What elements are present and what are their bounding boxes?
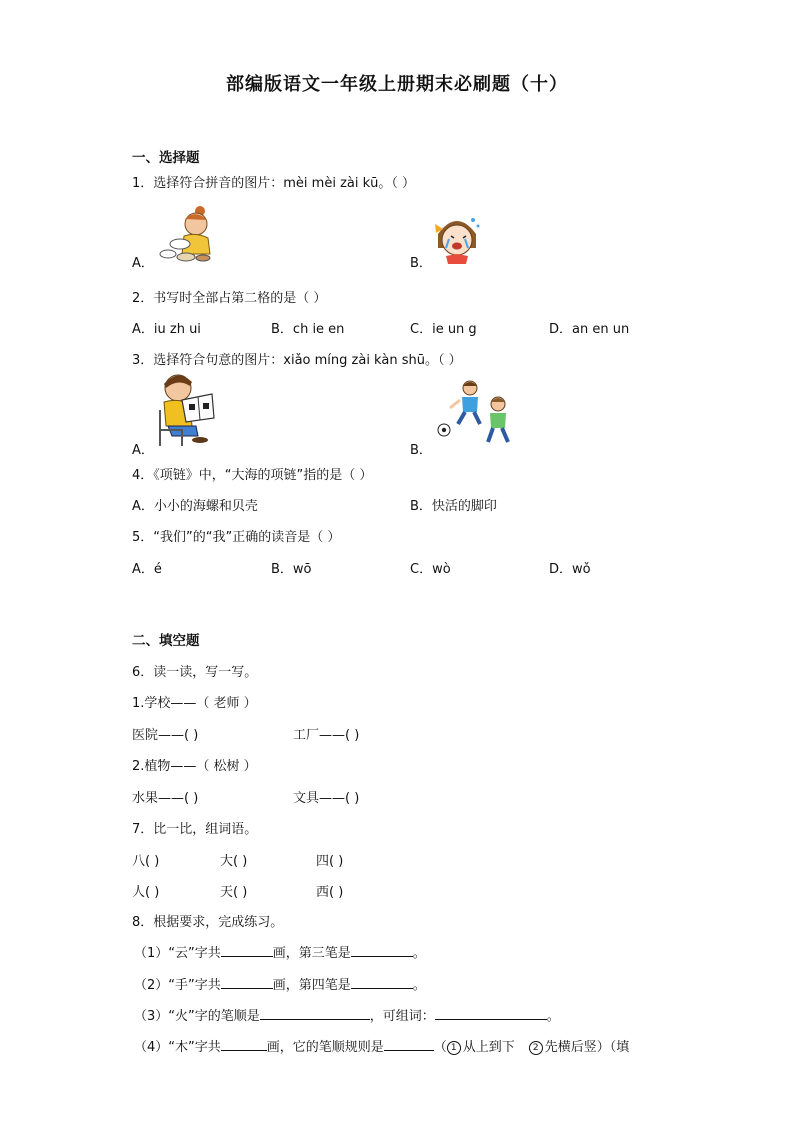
question-8-stem: 8．根据要求，完成练习。 (132, 915, 284, 930)
q2-option-c[interactable]: C．ie un g (410, 322, 477, 337)
q8-part-1: （1）“云”字共 画，第三笔是 。 (134, 946, 426, 961)
q2-option-d[interactable]: D．an en un (549, 322, 630, 337)
question-7-stem: 7．比一比，组词语。 (132, 822, 258, 837)
q4-option-b[interactable]: B．快活的脚印 (410, 499, 497, 514)
q8-4-rule-blank[interactable] (384, 1038, 434, 1051)
q8-1-third-stroke-blank[interactable] (351, 944, 413, 957)
question-4-stem: 4．《项链》中，“大海的项链”指的是（ ） (132, 468, 373, 483)
q8-2-fourth-stroke-blank[interactable] (351, 976, 413, 989)
q7-blank-da[interactable]: 大( ) (220, 854, 248, 869)
q5-option-a[interactable]: A．é (132, 562, 162, 577)
section-heading-choice: 一、选择题 (132, 150, 200, 166)
q7-blank-ba[interactable]: 八( ) (132, 854, 160, 869)
q6-example-2: 2.植物——（ 松树 ） (132, 759, 257, 774)
girl-crying-image[interactable] (432, 212, 482, 266)
q3-option-a-label[interactable]: A． (132, 443, 154, 458)
q7-blank-tian[interactable]: 天( ) (220, 885, 248, 900)
q7-blank-xi[interactable]: 西( ) (316, 885, 344, 900)
q8-part-2: （2）“手”字共 画，第四笔是 。 (134, 978, 426, 993)
q6-blank-stationery[interactable]: 文具——( ) (293, 791, 360, 806)
q4-option-a[interactable]: A．小小的海螺和贝壳 (132, 499, 258, 514)
q1-option-a-label[interactable]: A． (132, 256, 154, 271)
q8-2-stroke-count-blank[interactable] (221, 976, 273, 989)
q2-option-b[interactable]: B．ch ie en (271, 322, 345, 337)
circled-number-1: 1 (447, 1041, 461, 1055)
q5-option-d[interactable]: D．wǒ (549, 562, 591, 577)
q8-3-stroke-order-blank[interactable] (260, 1007, 370, 1020)
q7-blank-ren[interactable]: 人( ) (132, 885, 160, 900)
boys-playing-football-image[interactable] (436, 378, 518, 448)
section-heading-fill-blank: 二、填空题 (132, 633, 200, 649)
q2-option-a[interactable]: A．iu zh ui (132, 322, 201, 337)
question-2-stem: 2．书写时全部占第二格的是（ ） (132, 291, 327, 306)
boy-reading-book-image[interactable] (152, 370, 220, 448)
q8-3-word-blank[interactable] (435, 1007, 547, 1020)
q8-1-stroke-count-blank[interactable] (221, 944, 273, 957)
circled-number-2: 2 (529, 1041, 543, 1055)
q5-option-c[interactable]: C．wò (410, 562, 451, 577)
question-5-stem: 5．“我们”的“我”正确的读音是（ ） (132, 530, 341, 545)
q8-part-3: （3）“火”字的笔顺是 ，可组词： 。 (134, 1009, 560, 1024)
q1-option-b-label[interactable]: B． (410, 256, 432, 271)
question-6-stem: 6．读一读，写一写。 (132, 665, 258, 680)
question-3-stem: 3．选择符合句意的图片：xiǎo míng zài kàn shū。（ ） (132, 353, 462, 368)
q8-4-stroke-count-blank[interactable] (221, 1038, 267, 1051)
q8-part-4: （4）“木”字共 画，它的笔顺规则是 （ 1 从上到下 2 先横后竖）（填 (134, 1040, 630, 1055)
q6-blank-factory[interactable]: 工厂——( ) (293, 728, 360, 743)
q6-blank-hospital[interactable]: 医院——( ) (132, 728, 199, 743)
girl-eating-image[interactable] (158, 204, 218, 264)
page-title: 部编版语文一年级上册期末必刷题（十） (226, 74, 568, 95)
q6-blank-fruit[interactable]: 水果——( ) (132, 791, 199, 806)
q5-option-b[interactable]: B．wō (271, 562, 312, 577)
q3-option-b-label[interactable]: B． (410, 443, 432, 458)
q6-example-1: 1.学校——（ 老师 ） (132, 696, 257, 711)
question-1-stem: 1．选择符合拼音的图片：mèi mèi zài kū。（ ） (132, 176, 416, 191)
q7-blank-si[interactable]: 四( ) (316, 854, 344, 869)
